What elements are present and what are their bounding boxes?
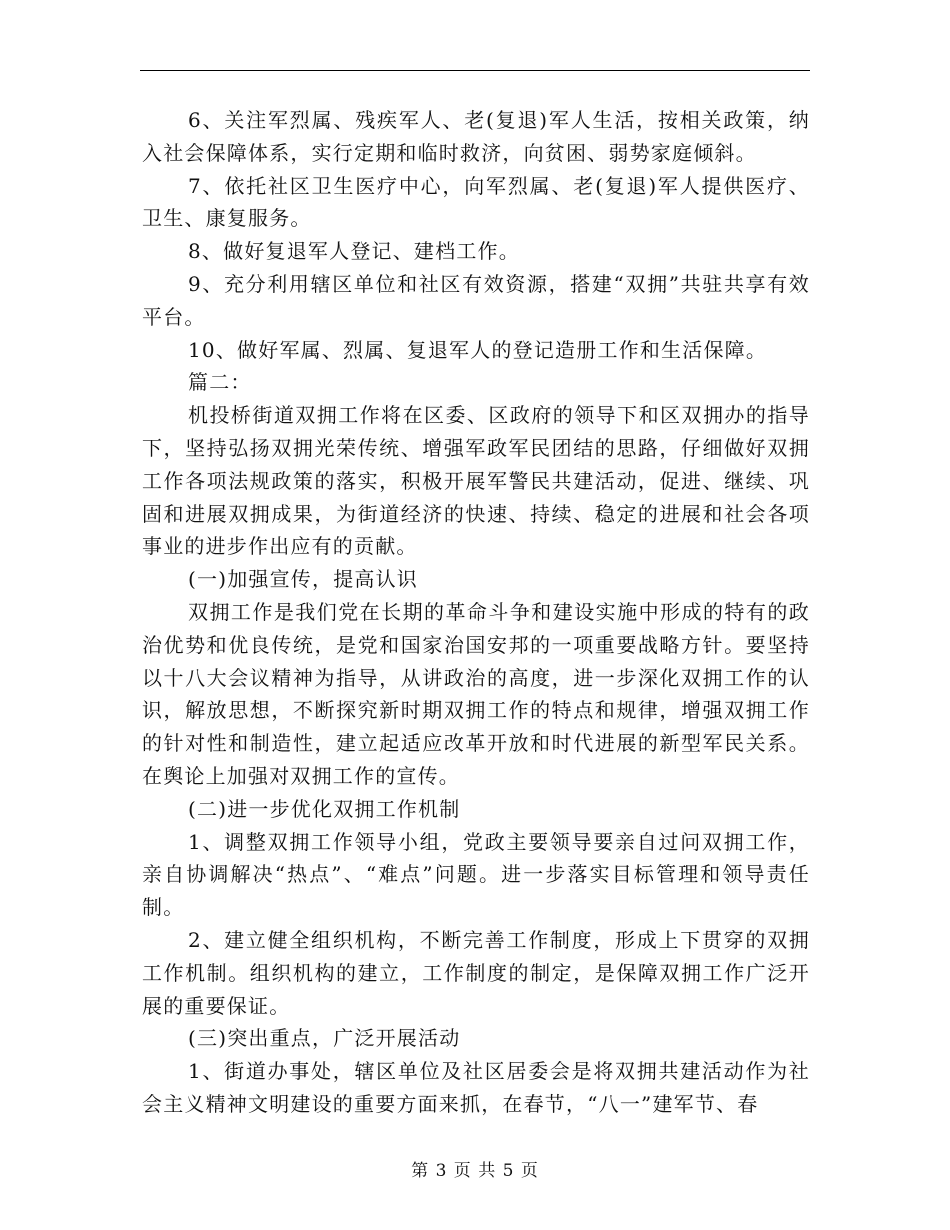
subheading-mechanism: (二)进一步优化双拥工作机制	[188, 796, 461, 821]
subheading-publicity: (一)加强宣传，提高认识	[188, 567, 419, 592]
mechanism-item-2: 2、建立健全组织机构，不断完善工作制度，形成上下贯穿的双拥工作机制。组织机构的建立，工作制度的制定，是保障双拥工作广泛开展的重要保证。	[142, 927, 810, 1018]
paragraph-item-6: 6、关注军烈属、残疾军人、老(复退)军人生活，按相关政策，纳入社会保障体系，实行定期和临时救济，向贫困、弱势家庭倾斜。	[142, 108, 810, 165]
page-number: 第 3 页 共 5 页	[411, 1161, 539, 1181]
mechanism-item-1: 1、调整双拥工作领导小组，党政主要领导要亲自过问双拥工作，亲自协调解决“热点”、“难点”问题。进一步落实目标管理和领导责任制。	[142, 829, 810, 920]
intro-paragraph: 机投桥街道双拥工作将在区委、区政府的领导下和区双拥办的指导下，坚持弘扬双拥光荣传统、增强军政军民团结的思路，仔细做好双拥工作各项法规政策的落实，积极开展军警民共建活动，促进、继续、巩固和进展双拥成果，为街道经济的快速、持续、稳定的进展和社会各项事业的进步作出应有的贡献。	[142, 403, 810, 559]
paragraph-item-8: 8、做好复退军人登记、建档工作。	[188, 239, 520, 264]
paragraph-item-9: 9、充分利用辖区单位和社区有效资源，搭建“双拥”共驻共享有效平台。	[142, 271, 810, 329]
subheading-activities: (三)突出重点，广泛开展活动	[188, 1026, 461, 1051]
header-rule	[140, 70, 810, 71]
paragraph-item-10: 10、做好军属、烈属、复退军人的登记造册工作和生活保障。	[188, 337, 768, 362]
paragraph-item-7: 7、依托社区卫生医疗中心，向军烈属、老(复退)军人提供医疗、卫生、康复服务。	[142, 173, 810, 231]
publicity-paragraph: 双拥工作是我们党在长期的革命斗争和建设实施中形成的特有的政治优势和优良传统，是党和国家治国安邦的一项重要战略方针。要坚持以十八大会议精神为指导，从讲政治的高度，进一步深化双拥工作的认识，解放思想，不断探究新时期双拥工作的特点和规律，增强双拥工作的针对性和制造性，建立起适应改革开放和时代进展的新型军民关系。在舆论上加强对双拥工作的宣传。	[142, 599, 810, 788]
document-body	[142, 104, 810, 1121]
activities-item-1: 1、街道办事处，辖区单位及社区居委会是将双拥共建活动作为社会主义精神文明建设的重要方面来抓，在春节，“八一”建军节、春	[142, 1059, 810, 1116]
section-heading-part-two: 篇二：	[188, 370, 252, 395]
